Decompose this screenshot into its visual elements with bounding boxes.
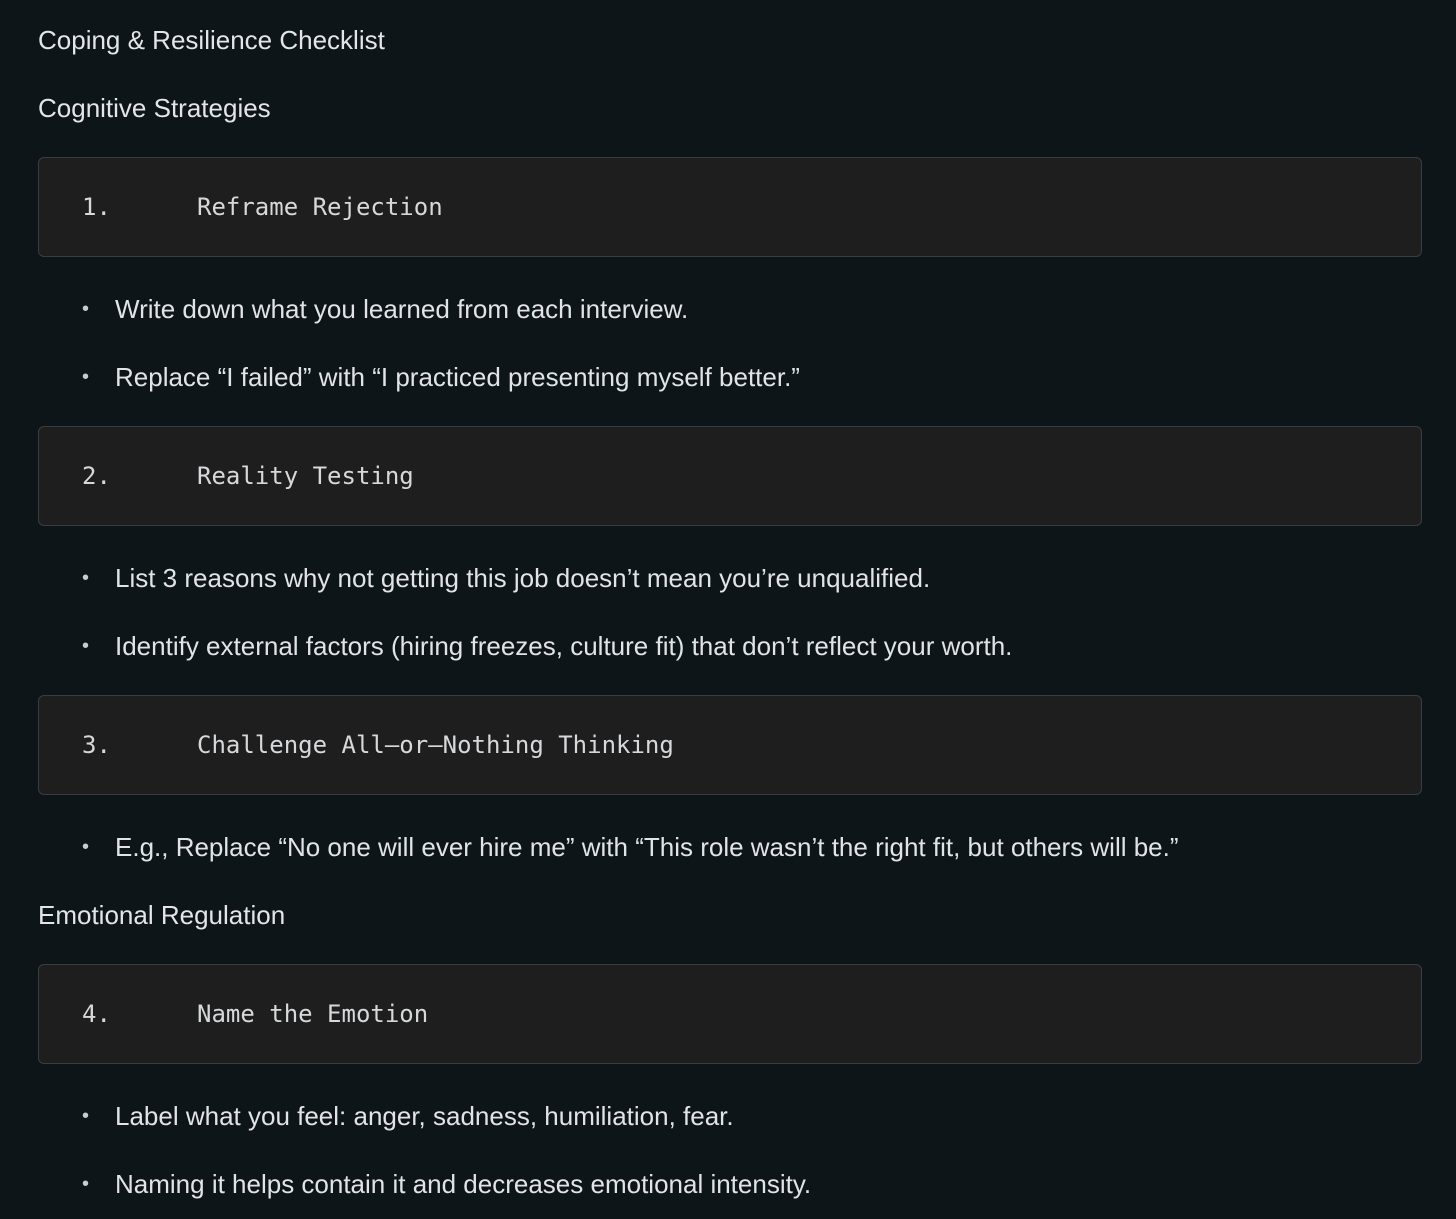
item-number: 3. xyxy=(82,731,111,759)
bullet-icon: • xyxy=(82,298,90,320)
section-heading-emotional-regulation: Emotional Regulation xyxy=(38,900,286,930)
item-number: 1. xyxy=(82,193,111,221)
bullet-icon: • xyxy=(82,836,90,858)
item-title: Reality Testing xyxy=(197,462,414,490)
section-heading-cognitive-strategies: Cognitive Strategies xyxy=(38,93,271,123)
item-number: 2. xyxy=(82,462,111,490)
bullet-icon: • xyxy=(82,1105,90,1127)
item-number: 4. xyxy=(82,1000,111,1028)
list-item-text: Write down what you learned from each interview. xyxy=(115,294,689,324)
bullet-icon: • xyxy=(82,567,90,589)
checklist-item-1 xyxy=(38,157,1422,257)
bullet-icon: • xyxy=(82,635,90,657)
bullet-icon: • xyxy=(82,366,90,388)
checklist-item-4 xyxy=(38,964,1422,1064)
checklist-item-3 xyxy=(38,695,1422,795)
item-title: Name the Emotion xyxy=(197,1000,429,1028)
item-title: Challenge All–or–Nothing Thinking xyxy=(197,731,674,759)
list-item-text: List 3 reasons why not getting this job doesn’t mean you’re unqualified. xyxy=(115,563,931,593)
list-item-text: Label what you feel: anger, sadness, humiliation, fear. xyxy=(115,1101,734,1131)
document-title: Coping & Resilience Checklist xyxy=(38,25,385,55)
item-title: Reframe Rejection xyxy=(197,193,443,221)
bullet-icon: • xyxy=(82,1173,90,1195)
list-item-text: Naming it helps contain it and decreases emotional intensity. xyxy=(115,1169,812,1199)
list-item-text: Replace “I failed” with “I practiced presenting myself better.” xyxy=(115,362,800,392)
list-item-text: E.g., Replace “No one will ever hire me” with “This role wasn’t the right fit, but others will be.” xyxy=(115,832,1179,862)
list-item-text: Identify external factors (hiring freezes, culture fit) that don’t reflect your worth. xyxy=(115,631,1013,661)
checklist-item-2 xyxy=(38,426,1422,526)
